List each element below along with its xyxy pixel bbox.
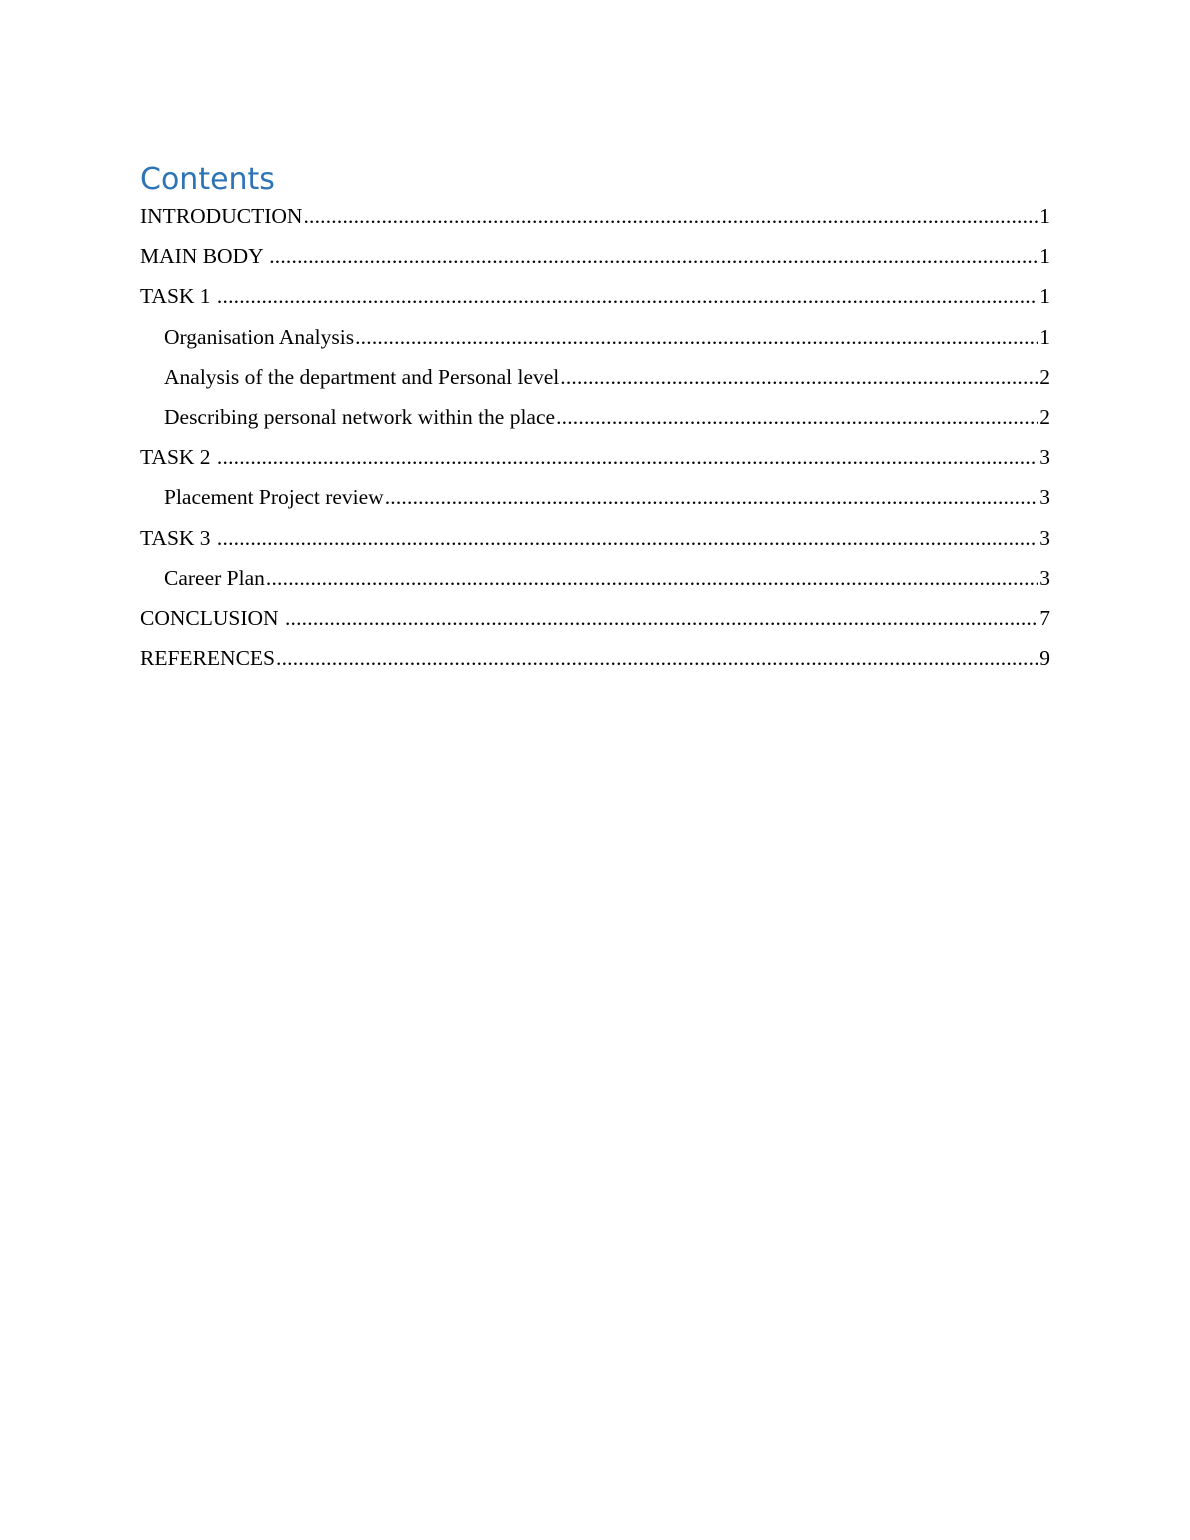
toc-heading: Contents	[140, 162, 275, 197]
toc-page-number: 1	[1039, 244, 1050, 269]
toc-page-number: 3	[1039, 485, 1050, 510]
toc-entry-references[interactable]	[140, 638, 1050, 678]
toc-entry-label: Placement Project review	[164, 485, 384, 510]
toc-entry-label: Organisation Analysis	[164, 324, 355, 349]
toc-entry-label: CONCLUSION	[140, 605, 284, 630]
toc-entry-task-3[interactable]	[140, 518, 1050, 558]
toc-leader-dots	[217, 437, 1038, 477]
toc-leader-dots	[355, 317, 1038, 357]
toc-page-number: 1	[1039, 284, 1050, 309]
toc-page-number: 3	[1039, 445, 1050, 470]
toc-entry-label: TASK 1	[140, 284, 216, 309]
toc-entry-label: TASK 2	[140, 445, 216, 470]
toc-entry-conclusion[interactable]	[140, 598, 1050, 638]
toc-entry-introduction[interactable]	[140, 196, 1050, 236]
toc-leader-dots	[303, 196, 1038, 236]
toc-page-number: 2	[1039, 404, 1050, 429]
toc-entry-department-analysis[interactable]	[140, 357, 1050, 397]
toc-entry-placement-project-review[interactable]	[140, 477, 1050, 517]
toc-entry-label: REFERENCES	[140, 646, 275, 671]
toc-page-number: 3	[1039, 565, 1050, 590]
toc-entry-label: INTRODUCTION	[140, 204, 303, 228]
toc-page-number: 2	[1039, 364, 1050, 389]
toc-leader-dots	[285, 598, 1038, 638]
toc-entry-task-1[interactable]	[140, 276, 1050, 316]
toc-page-number: 9	[1039, 646, 1050, 671]
toc-entry-task-2[interactable]	[140, 437, 1050, 477]
toc-leader-dots	[266, 558, 1038, 598]
toc-leader-dots	[560, 357, 1038, 397]
toc-entry-label: Describing personal network within the place	[164, 404, 556, 429]
toc-entry-label: Career Plan	[164, 565, 265, 590]
toc-leader-dots	[217, 276, 1038, 316]
toc-leader-dots	[385, 477, 1039, 517]
table-of-contents	[140, 196, 1050, 678]
toc-page-number: 1	[1039, 324, 1050, 349]
toc-entry-label: Analysis of the department and Personal level	[164, 364, 560, 389]
toc-leader-dots	[276, 638, 1038, 678]
toc-page-number: 1	[1039, 204, 1050, 228]
toc-leader-dots	[269, 236, 1038, 276]
toc-page-number: 3	[1039, 525, 1050, 550]
toc-entry-main-body[interactable]	[140, 236, 1050, 276]
toc-entry-career-plan[interactable]	[140, 558, 1050, 598]
toc-leader-dots	[217, 518, 1038, 558]
toc-entry-label: MAIN BODY	[140, 244, 269, 269]
toc-leader-dots	[556, 397, 1038, 437]
toc-page-number: 7	[1039, 605, 1050, 630]
toc-entry-personal-network[interactable]	[140, 397, 1050, 437]
toc-entry-organisation-analysis[interactable]	[140, 317, 1050, 357]
toc-entry-label: TASK 3	[140, 525, 216, 550]
